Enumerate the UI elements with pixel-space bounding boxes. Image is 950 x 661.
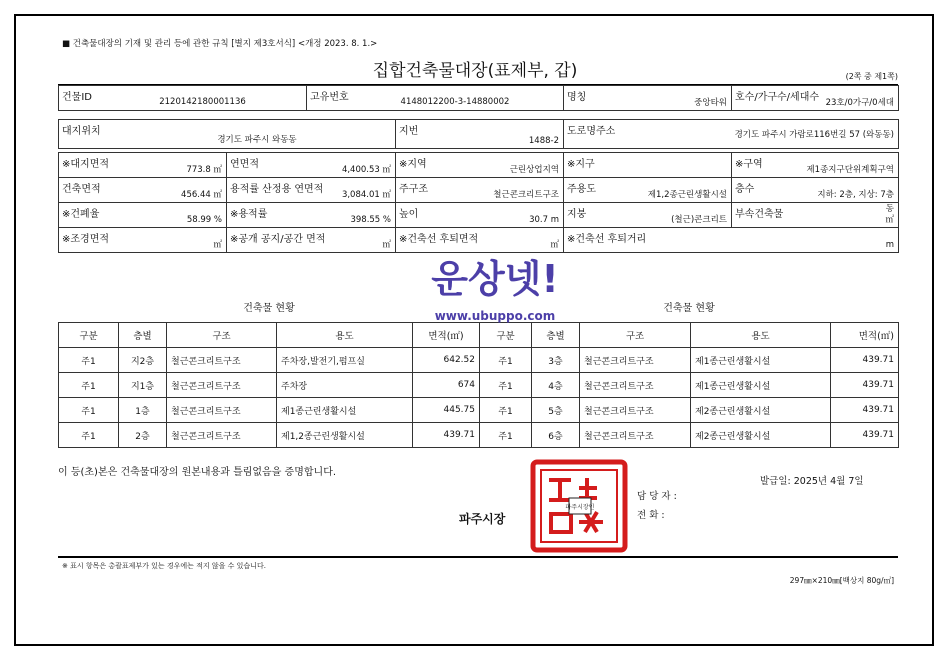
annex-area-value: ㎡ — [885, 215, 894, 225]
column-header: 면적(㎡) — [831, 323, 899, 348]
info-cell — [396, 228, 564, 253]
info-cell — [227, 203, 396, 228]
cell-use: 제2종근린생활시설 — [691, 398, 831, 423]
info-cell — [396, 153, 564, 178]
info-cell — [564, 228, 899, 253]
info-label: ※용적률 — [230, 209, 268, 220]
units-label: 호수/가구수/세대수 — [735, 92, 820, 103]
cell-structure: 철근콘크리트구조 — [167, 423, 277, 448]
site-value: 경기도 파주시 와동동 — [217, 135, 297, 145]
info-cell — [396, 203, 564, 228]
info-label: ※대지면적 — [62, 159, 110, 170]
info-label: ※구역 — [735, 159, 763, 170]
lot-value: 1488-2 — [528, 136, 559, 146]
cell-floor: 지2층 — [119, 348, 167, 373]
official-seal-icon — [529, 458, 629, 554]
info-cell — [59, 203, 227, 228]
info-label: 부속건축물 — [735, 209, 784, 220]
info-value: 4,400.53 ㎡ — [341, 165, 391, 175]
seal-text: 파주시장인 — [565, 504, 595, 511]
cell-area: 674 — [413, 373, 480, 398]
info-value: 456.44 ㎡ — [181, 190, 222, 200]
units-value: 23호/0가구/0세대 — [825, 98, 894, 108]
info-label: ※건축선 후퇴면적 — [399, 234, 479, 245]
lot-label: 지번 — [399, 126, 419, 137]
info-label: 층수 — [735, 184, 755, 195]
info-cell — [227, 228, 396, 253]
table-row — [59, 348, 899, 373]
info-cell — [732, 153, 899, 178]
info-value: m — [885, 240, 894, 250]
name-cell — [564, 86, 732, 111]
status-caption-left: 건축물 현황 — [59, 290, 480, 323]
cell-use: 제1,2종근린생활시설 — [277, 423, 413, 448]
cell-area: 439.71 — [831, 348, 899, 373]
page-title: 집합건축물대장(표제부, 갑) — [372, 61, 578, 81]
road-value: 경기도 파주시 가람로116번길 57 (와동동) — [734, 130, 894, 140]
cell-area: 445.75 — [413, 398, 480, 423]
column-header: 면적(㎡) — [413, 323, 480, 348]
info-cell — [59, 178, 227, 203]
cell-division: 주1 — [480, 348, 532, 373]
info-label: ※지역 — [399, 159, 427, 170]
info-cell — [59, 228, 227, 253]
building-id-cell — [59, 86, 307, 111]
info-label: 용적률 산정용 연면적 — [230, 184, 324, 195]
cell-division: 주1 — [59, 398, 119, 423]
issue-date: 발급일: 2025년 4월 7일 — [760, 476, 864, 487]
table-row — [59, 423, 899, 448]
name-label: 명칭 — [567, 92, 587, 103]
cell-structure: 철근콘크리트구조 — [580, 423, 691, 448]
column-header: 구조 — [580, 323, 691, 348]
footer-rule — [58, 556, 898, 558]
contact-person: 담 당 자 : — [637, 491, 677, 502]
info-value: 3,084.01 ㎡ — [341, 190, 391, 200]
cell-use: 주차장,발전기,펌프실 — [277, 348, 413, 373]
info-label: ※건폐율 — [62, 209, 100, 220]
cell-division: 주1 — [480, 373, 532, 398]
contact-phone: 전 화 : — [637, 510, 665, 521]
header-table-1 — [58, 85, 899, 111]
cell-division: 주1 — [480, 423, 532, 448]
info-label: 주용도 — [567, 184, 596, 195]
cell-division: 주1 — [59, 373, 119, 398]
info-cell — [732, 203, 899, 228]
cell-area: 439.71 — [831, 398, 899, 423]
info-label: ※지구 — [567, 159, 595, 170]
info-cell — [227, 153, 396, 178]
cell-structure: 철근콘크리트구조 — [167, 398, 277, 423]
info-value: 398.55 % — [350, 215, 391, 225]
column-header: 구분 — [59, 323, 119, 348]
info-label: 지붕 — [567, 209, 587, 220]
watermark-title: 운상넷! — [431, 257, 559, 301]
cell-use: 주차장 — [277, 373, 413, 398]
cell-area: 439.71 — [831, 423, 899, 448]
info-value: 30.7 m — [529, 215, 559, 225]
table-row — [59, 373, 899, 398]
cell-area: 439.71 — [831, 373, 899, 398]
cell-floor: 6층 — [532, 423, 580, 448]
annex-count-value: 동 — [885, 204, 894, 214]
building-id-label: 건물ID — [62, 92, 92, 103]
name-value: 중앙타워 — [694, 98, 727, 108]
info-label: ※조경면적 — [62, 234, 110, 245]
site-cell — [59, 120, 396, 149]
cell-structure: 철근콘크리트구조 — [580, 348, 691, 373]
column-header: 구분 — [480, 323, 532, 348]
cell-division: 주1 — [480, 398, 532, 423]
issuer-name: 파주시장 — [459, 512, 506, 526]
units-cell — [732, 86, 899, 111]
info-label: ※건축선 후퇴거리 — [567, 234, 647, 245]
cell-area: 642.52 — [413, 348, 480, 373]
lot-cell — [396, 120, 564, 149]
column-header: 층별 — [532, 323, 580, 348]
column-header: 용도 — [691, 323, 831, 348]
info-label: 높이 — [399, 209, 419, 220]
header-table-2 — [58, 119, 899, 149]
cell-use: 제2종근린생활시설 — [691, 423, 831, 448]
info-value: 지하: 2층, 지상: 7층 — [817, 190, 894, 200]
info-cell — [396, 178, 564, 203]
cell-use: 제1종근린생활시설 — [691, 348, 831, 373]
cell-division: 주1 — [59, 348, 119, 373]
table-row — [59, 398, 899, 423]
info-label: 주구조 — [399, 184, 428, 195]
info-cell — [732, 178, 899, 203]
paper-spec: 297㎜×210㎜[백상지 80g/㎡] — [789, 576, 894, 585]
cell-area: 439.71 — [413, 423, 480, 448]
cell-floor: 1층 — [119, 398, 167, 423]
info-value: (철근)콘크리트 — [671, 215, 727, 225]
column-header: 구조 — [167, 323, 277, 348]
cell-floor: 2층 — [119, 423, 167, 448]
info-value: 철근콘크리트구조 — [493, 190, 559, 200]
certification-text: 이 등(초)본은 건축물대장의 원본내용과 틀림없음을 증명합니다. — [58, 467, 337, 478]
watermark — [410, 250, 580, 330]
site-label: 대지위치 — [62, 126, 101, 137]
footnote: ※ 표시 항목은 총괄표제부가 있는 경우에는 적지 않을 수 있습니다. — [62, 562, 266, 570]
info-value: ㎡ — [382, 240, 391, 250]
cell-division: 주1 — [59, 423, 119, 448]
info-value: 제1종지구단위계획구역 — [806, 165, 894, 175]
cell-use: 제1종근린생활시설 — [277, 398, 413, 423]
cell-use: 제1종근린생활시설 — [691, 373, 831, 398]
cell-floor: 4층 — [532, 373, 580, 398]
info-cell — [564, 203, 732, 228]
unique-no-cell — [307, 86, 564, 111]
page-number: (2쪽 중 제1쪽) — [845, 72, 898, 81]
cell-floor: 3층 — [532, 348, 580, 373]
column-header: 층별 — [119, 323, 167, 348]
cell-structure: 철근콘크리트구조 — [167, 348, 277, 373]
info-value: 773.8 ㎡ — [186, 165, 222, 175]
info-cell — [564, 153, 732, 178]
cell-structure: 철근콘크리트구조 — [167, 373, 277, 398]
info-grid — [58, 152, 899, 253]
info-value: 근린상업지역 — [509, 165, 559, 175]
building-id-value: 2120142180001136 — [159, 97, 246, 107]
info-label: 건축면적 — [62, 184, 101, 195]
law-reference: ■ 건축물대장의 기재 및 관리 등에 관한 규칙 [별지 제3호서식] <개정 2023. 8. 1.> — [62, 39, 378, 49]
info-value: ㎡ — [213, 240, 222, 250]
cell-floor: 지1층 — [119, 373, 167, 398]
info-value: ㎡ — [550, 240, 559, 250]
info-value: 제1,2종근린생활시설 — [647, 190, 727, 200]
road-cell — [564, 120, 899, 149]
info-value: 58.99 % — [186, 215, 222, 225]
status-caption-right: 건축물 현황 — [480, 290, 899, 323]
info-label: 연면적 — [230, 159, 259, 170]
unique-no-value: 4148012200-3-14880002 — [400, 97, 510, 107]
column-header: 용도 — [277, 323, 413, 348]
watermark-url: www.ubuppo.com — [434, 309, 556, 323]
info-label: ※공개 공지/공간 면적 — [230, 234, 326, 245]
cell-structure: 철근콘크리트구조 — [580, 373, 691, 398]
unique-no-label: 고유번호 — [310, 92, 349, 103]
info-cell — [227, 178, 396, 203]
info-cell — [59, 153, 227, 178]
cell-floor: 5층 — [532, 398, 580, 423]
info-cell — [564, 178, 732, 203]
cell-structure: 철근콘크리트구조 — [580, 398, 691, 423]
road-label: 도로명주소 — [567, 126, 616, 137]
